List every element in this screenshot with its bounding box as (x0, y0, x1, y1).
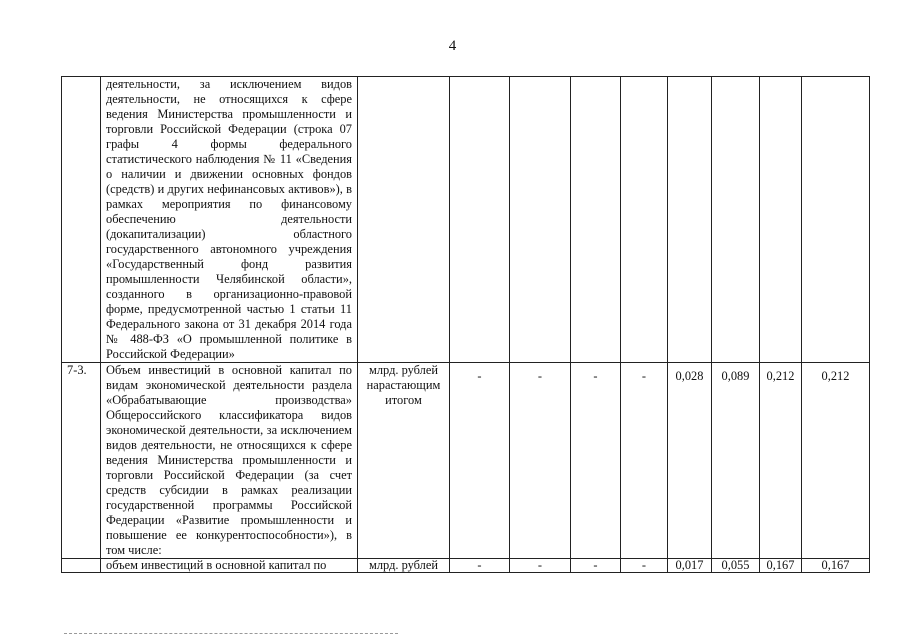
row-number: 7-3. (62, 363, 101, 559)
value-cell: - (450, 559, 510, 573)
value-cell: 0,167 (802, 559, 870, 573)
indicator-description: Объем инвестиций в основной капитал по видам экономической деятельности раздела «Обрабатывающие производства» Общероссийского классификатора видов экономической деятельности, за исключением видов деятельности, не относящихся к сфере ведения Министерства промышленности и торговли Российской Федерации (за счет средств субсидии в рамках реализации государственной программы Российской Федерации «Развитие промышленности и повышение ее конкурентоспособности»), в том числе: (101, 363, 358, 559)
row-number (62, 559, 101, 573)
value-cell: - (571, 363, 621, 559)
value-cell (668, 77, 712, 363)
value-cell (802, 77, 870, 363)
value-cell: 0,212 (802, 363, 870, 559)
indicator-description: объем инвестиций в основной капитал по (101, 559, 358, 573)
unit-cell (358, 77, 450, 363)
value-cell: 0,089 (712, 363, 760, 559)
value-cell: 0,028 (668, 363, 712, 559)
value-cell: 0,167 (760, 559, 802, 573)
table-row (62, 363, 870, 559)
value-cell: - (510, 363, 571, 559)
value-cell: 0,017 (668, 559, 712, 573)
indicator-table (61, 76, 870, 573)
value-cell: - (450, 363, 510, 559)
value-cell (510, 77, 571, 363)
value-cell: - (510, 559, 571, 573)
value-cell: 0,212 (760, 363, 802, 559)
page-number: 4 (448, 38, 457, 54)
unit-cell: млрд. рублей (358, 559, 450, 573)
value-cell: - (621, 559, 668, 573)
value-cell: - (621, 363, 668, 559)
value-cell (621, 77, 668, 363)
value-cell: 0,055 (712, 559, 760, 573)
value-cell (450, 77, 510, 363)
value-cell (571, 77, 621, 363)
value-cell (712, 77, 760, 363)
table-row (62, 559, 870, 573)
table-row (62, 77, 870, 363)
indicator-description: деятельности, за исключением видов деятельности, не относящихся к сфере ведения Министерства промышленности и торговли Российской Федерации (строка 07 графы 4 формы федерального статистического наблюдения № 11 «Сведения о наличии и движении основных фондов (средств) и других нефинансовых активов»), в рамках мероприятия по финансовому обеспечению деятельности (докапитализации) областного государственного автономного учреждения «Государственный фонд развития промышленности Челябинской области», созданного в организационно-правовой форме, предусмотренной частью 1 статьи 11 Федерального закона от 31 декабря 2014 года № 488-ФЗ «О промышленной политике в Российской Федерации» (101, 77, 358, 363)
value-cell: - (571, 559, 621, 573)
value-cell (760, 77, 802, 363)
footer-divider (64, 633, 398, 634)
unit-cell: млрд. рублей нарастающим итогом (358, 363, 450, 559)
row-number (62, 77, 101, 363)
